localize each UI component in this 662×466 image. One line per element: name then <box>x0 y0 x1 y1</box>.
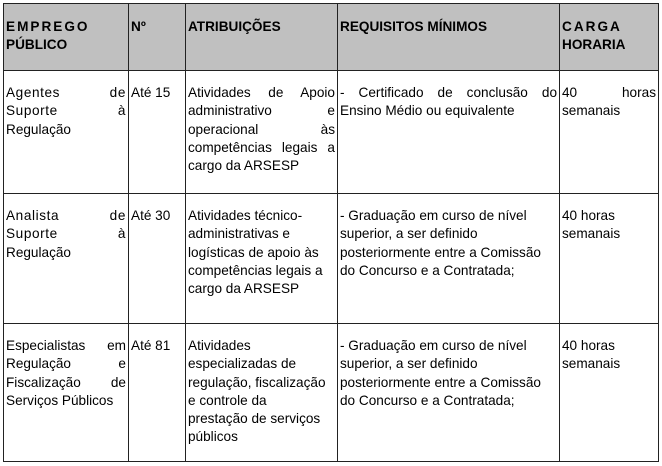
cell-line: Até 15 <box>131 85 171 100</box>
cell-line: cargo da ARSESP <box>188 158 300 174</box>
header-text: EMPREGO <box>6 19 90 34</box>
table-row <box>4 71 659 194</box>
cell-line: Agentes de <box>6 85 126 100</box>
cell-line: Regulação e <box>6 356 126 372</box>
cell-line: especializadas de <box>188 356 297 372</box>
cell-line: Regulação <box>6 121 71 137</box>
header-text: REQUISITOS MÍNIMOS <box>340 19 488 34</box>
cell-line: competências legais a <box>188 139 335 155</box>
table-row <box>4 324 659 462</box>
header-text: ATRIBUIÇÕES <box>188 19 281 34</box>
cell-line: 40 horas <box>562 85 656 100</box>
header-emprego <box>4 4 129 71</box>
cell-line: 40 horas <box>562 338 615 353</box>
header-text: PÚBLICO <box>6 37 68 53</box>
cell-line: Atividades técnico- <box>188 208 303 223</box>
cell-line: do Concurso e a Contratada; <box>340 392 515 408</box>
cell-carga <box>560 194 659 324</box>
cell-line: Fiscalização de <box>6 374 126 390</box>
cell-line: Regulação <box>6 244 71 260</box>
header-requisitos <box>338 4 560 71</box>
cell-line: posteriormente entre a Comissão <box>340 244 541 260</box>
cell-line: Suporte à <box>6 226 126 242</box>
header-text: Nº <box>131 19 146 34</box>
header-row <box>4 4 659 71</box>
cell-line: prestação de serviços <box>188 411 321 427</box>
cell-line: - Graduação em curso de nível <box>340 338 527 353</box>
cell-line: Serviços Públicos <box>6 392 114 408</box>
cell-line: - Graduação em curso de nível <box>340 208 527 223</box>
cell-line: administrativas e <box>188 226 290 242</box>
cell-line: operacional às <box>188 121 335 137</box>
header-numero <box>129 4 186 71</box>
cell-line: Ensino Médio ou equivalente <box>340 103 515 119</box>
cell-line: públicos <box>188 429 238 445</box>
cell-emprego <box>4 324 129 462</box>
cell-line: posteriormente entre a Comissão <box>340 374 541 390</box>
cell-requisitos <box>338 71 560 194</box>
header-text: CARGA <box>562 19 622 34</box>
cell-line: do Concurso e a Contratada; <box>340 262 515 278</box>
cell-line: 40 horas <box>562 208 615 223</box>
job-table <box>3 3 659 462</box>
cell-carga <box>560 71 659 194</box>
cell-line: semanais <box>562 226 621 242</box>
cell-atribuicoes <box>186 324 338 462</box>
cell-atribuicoes <box>186 71 338 194</box>
cell-line: logísticas de apoio às <box>188 244 319 260</box>
cell-line: Analista de <box>6 208 126 223</box>
cell-line: superior, a ser definido <box>340 226 478 242</box>
cell-requisitos <box>338 324 560 462</box>
cell-carga <box>560 324 659 462</box>
cell-line: - Certificado de conclusão do <box>340 85 557 100</box>
cell-requisitos <box>338 194 560 324</box>
cell-line: Até 81 <box>131 338 171 353</box>
cell-line: semanais <box>562 356 621 372</box>
cell-line: Especialistas em <box>6 338 126 353</box>
header-text: HORARIA <box>562 37 626 53</box>
cell-line: semanais <box>562 103 621 119</box>
cell-numero <box>129 194 186 324</box>
cell-line: Atividades <box>188 338 251 353</box>
cell-line: superior, a ser definido <box>340 356 478 372</box>
cell-emprego <box>4 71 129 194</box>
table-row <box>4 194 659 324</box>
cell-line: regulação, fiscalização <box>188 374 326 390</box>
cell-numero <box>129 324 186 462</box>
cell-line: Suporte à <box>6 103 126 119</box>
cell-line: cargo da ARSESP <box>188 281 300 297</box>
cell-emprego <box>4 194 129 324</box>
cell-line: Atividades de Apoio <box>188 85 335 100</box>
cell-line: competências legais a <box>188 262 323 278</box>
cell-line: e controle da <box>188 392 267 408</box>
cell-line: administrativo e <box>188 103 335 119</box>
header-atribuicoes <box>186 4 338 71</box>
cell-line: Até 30 <box>131 208 171 223</box>
cell-numero <box>129 71 186 194</box>
cell-atribuicoes <box>186 194 338 324</box>
header-carga <box>560 4 659 71</box>
